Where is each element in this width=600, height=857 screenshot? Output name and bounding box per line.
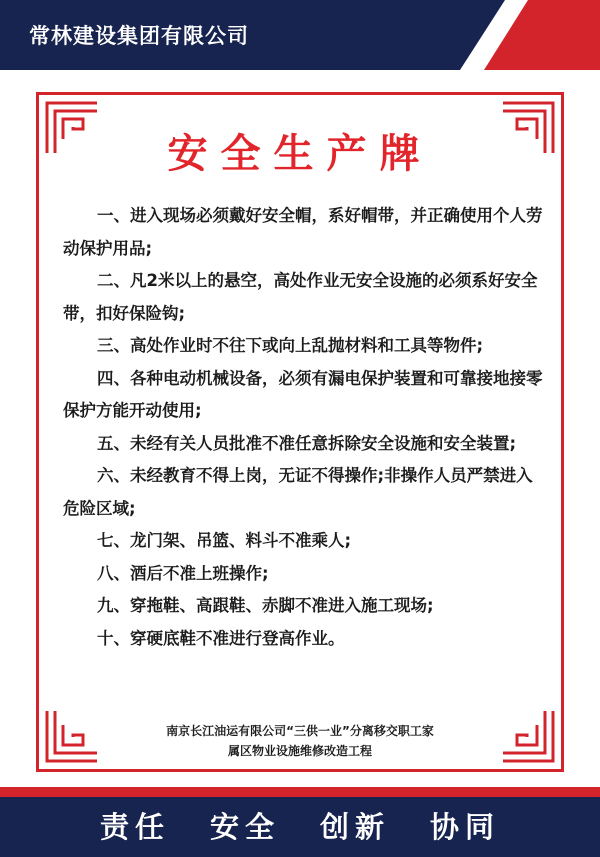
header-bar [0, 0, 600, 70]
safety-rule: 四、各种电动机械设备，必须有漏电保护装置和可靠接地接零保护方能开动使用; [63, 368, 543, 420]
project-organization-line-2: 属区物业设施维修改造工程 [227, 744, 372, 758]
slogan-responsibility: 责任 [99, 810, 170, 844]
safety-rule: 九、穿拖鞋、高跟鞋、赤脚不准进入施工现场; [97, 596, 434, 615]
slogan-safety: 安全 [209, 810, 280, 844]
safety-rule: 三、高处作业时不往下或向上乱抛材料和工具等物件; [97, 336, 484, 355]
safety-rule: 十、穿硬底鞋不准进行登高作业。 [97, 628, 345, 648]
company-name: 常林建设集团有限公司 [29, 24, 249, 48]
slogan-collaboration: 协同 [430, 810, 501, 844]
project-organization [0, 721, 600, 761]
safety-rule: 七、龙门架、吊篮、料斗不准乘人; [97, 531, 352, 550]
footer-bar [0, 787, 600, 857]
project-organization-line-1: 南京长江油运有限公司“三供一业”分离移交职工家 [166, 724, 434, 738]
safety-rule: 六、未经教育不得上岗，无证不得操作;非操作人员严禁进入危险区域; [63, 466, 533, 518]
safety-rule: 一、进入现场必须戴好安全帽，系好帽带，并正确使用个人劳动保护用品; [63, 206, 543, 258]
slogan-innovation: 创新 [320, 810, 391, 844]
slogan-row [0, 805, 600, 846]
footer-red-stripe [0, 787, 600, 797]
safety-rules-list [63, 200, 549, 655]
safety-rule: 八、酒后不准上班操作; [97, 563, 269, 583]
safety-rule: 五、未经有关人员批准不准任意拆除安全设施和安全装置; [97, 433, 517, 453]
safety-rule: 二、凡2米以上的悬空，高处作业无安全设施的必须系好安全带，扣好保险钩; [63, 271, 538, 323]
sign-title: 安全生产牌 [167, 131, 433, 177]
